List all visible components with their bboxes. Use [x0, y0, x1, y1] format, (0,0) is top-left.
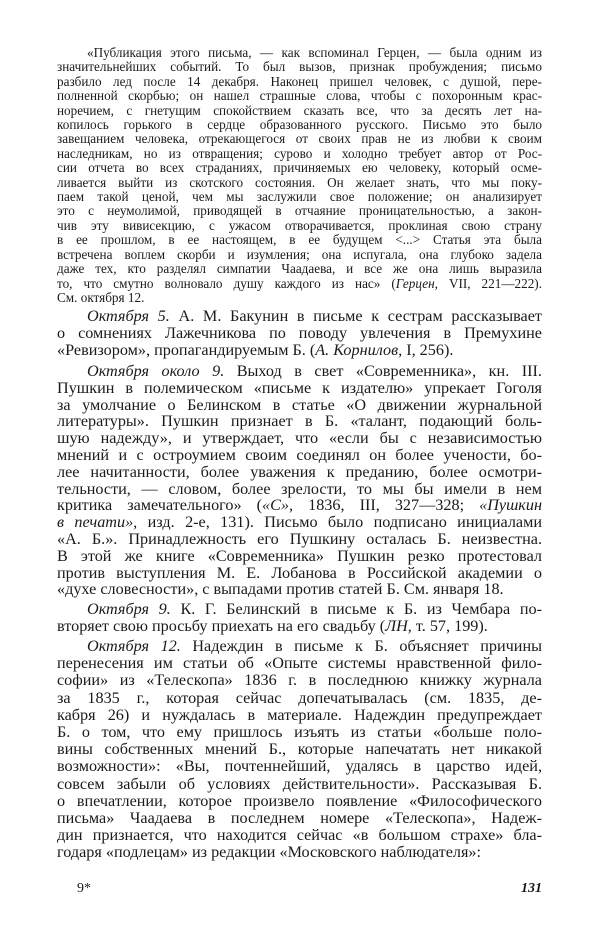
text-segment: Б. о том, что ему пришлось изъять из статьи «больше поло-: [57, 723, 542, 742]
text-segment: «Ревизором», пропагандируемым Б. (: [57, 341, 316, 360]
text-segment: Пушкин в полемическом «письме к издателю» упрекает Гоголя: [57, 378, 542, 397]
text-segment: разбило лед после 14 декабря. Наконец пришел человек, с душой, пере-: [57, 73, 542, 89]
text-line: [57, 724, 542, 741]
text-line: [57, 161, 542, 175]
text-segment: то, что смутно волновало душу каждого из нас» (: [57, 275, 396, 291]
text-segment: за 1835 г., которая сейчас допечатывалась (см. 1835, де-: [57, 688, 542, 707]
text-segment: паем такой ценой, чем мы заслужили свое положение; он анализирует: [57, 189, 542, 205]
text-line: [57, 277, 542, 291]
text-segment: в ее прошлом, в ее настоящем, в ее будущем <...> Статья эта была: [57, 232, 542, 248]
text-line: [57, 46, 542, 60]
text-segment: «Публикация этого письма, — как вспоминал Герцен, — была одним из: [87, 45, 542, 60]
text-segment: дин признается, что находится сейчас «в большом страхе» бла-: [57, 826, 542, 845]
text-segment: лее начитанности, более уважения к преданию, более осмотри-: [57, 462, 542, 481]
text-segment: о впечатлении, которое произвело появление «Философического: [57, 791, 542, 810]
text-line: [57, 291, 542, 305]
text-line: [57, 707, 542, 724]
text-line: [57, 60, 542, 74]
text-segment: полненной скорбью; он нашел страшные слова, чтобы с похоронным крас-: [57, 88, 542, 104]
text-segment: встречена воплем скорби и изумления; она испугала, она глубоко задела: [57, 246, 542, 262]
text-line: [57, 104, 542, 118]
text-line: [57, 793, 542, 810]
text-line: [57, 690, 542, 707]
text-segment: Выход в свет «Современника», кн. III.: [224, 362, 542, 380]
italic-text: «С»,: [262, 496, 294, 515]
text-segment: тельности, — словом, более зрелости, то мы бы имели в нем: [57, 479, 542, 498]
text-segment: К. Г. Белинский в письме к Б. из Чембара по-: [170, 600, 542, 618]
text-segment: ливается выйти из скотского состояния. Он желает знать, что мы поку-: [57, 174, 542, 190]
text-segment: А. М. Бакунин в письме к сестрам рассказывает: [169, 307, 542, 325]
text-segment: кабря 26) и нуждалась в материале. Надеждин предупреждает: [57, 705, 542, 724]
text-line: [57, 363, 542, 380]
text-line: [57, 325, 542, 342]
text-segment: т. 57, 199).: [411, 617, 488, 636]
text-line: [57, 176, 542, 190]
text-segment: норечием, с гнетущим спокойствием сказать все, что за десять лет на-: [57, 102, 542, 118]
text-line: [57, 147, 542, 161]
quote-herzen: [57, 46, 542, 305]
text-segment: перенесения им статьи об «Опыте системы нравственной фило-: [57, 654, 542, 673]
text-segment: шую надежду», и утверждает, что «если бы с независимостью: [57, 429, 542, 448]
text-line: [57, 531, 542, 548]
text-line: [57, 497, 542, 514]
entry-october-about-9: [57, 363, 542, 598]
text-line: [57, 233, 542, 247]
text-line: [57, 565, 542, 582]
text-segment: даже тех, кто разделял симпатии Чаадаева, и все же она лишь выразила: [57, 261, 542, 277]
italic-text: Октября 5.: [87, 307, 170, 325]
text-line: [57, 741, 542, 758]
italic-text: Герцен,: [395, 275, 438, 291]
text-line: [57, 514, 542, 531]
text-segment: критика замечательного» (: [57, 496, 263, 515]
text-segment: копилось горького в сердце образованного русского. Письмо это было: [57, 117, 542, 133]
signature-mark: 9*: [77, 881, 91, 896]
text-segment: за умолчание о Белинском в статье «О движении журнальной: [57, 395, 542, 414]
text-segment: вторяет свою просьбу приехать на его свадьбу (: [57, 617, 386, 636]
text-segment: против выступления М. Е. Лобанова в Российской академии о: [57, 563, 542, 582]
text-segment: сии отчета во всех страданиях, причиняемых ею человеку, который осме-: [57, 160, 542, 176]
text-line: [57, 308, 542, 325]
text-line: [57, 342, 542, 359]
text-line: [57, 190, 542, 204]
text-line: [57, 481, 542, 498]
page-number: 131: [521, 881, 542, 896]
text-segment: VII, 221—222).: [437, 275, 542, 291]
text-segment: завещанием человека, отрекающегося от своих прав не из любви к своим: [57, 131, 542, 147]
text-line: [57, 75, 542, 89]
text-line: [57, 618, 542, 635]
text-segment: о сомнениях Лажечникова по поводу увлечения в Премухине: [57, 324, 542, 343]
text-segment: В этой же книге «Современника» Пушкин резко протестовал: [57, 546, 542, 565]
text-segment: «А. Б.». Принадлежность его Пушкину осталась Б. неизвестна.: [57, 529, 542, 548]
text-line: [57, 262, 542, 276]
text-segment: софии» из «Телескопа» 1836 г. в последнюю книжку журнала: [57, 671, 542, 690]
text-line: [57, 655, 542, 672]
text-segment: 1836, III, 327—328;: [293, 496, 480, 515]
text-line: [57, 548, 542, 565]
text-line: [57, 430, 542, 447]
text-line: [57, 601, 542, 618]
text-line: [57, 413, 542, 430]
text-line: [57, 672, 542, 689]
text-line: [57, 447, 542, 464]
text-segment: годаря «подлецам» из редакции «Московского наблюдателя»:: [57, 843, 482, 862]
text-segment: вины собственных мнений Б., которые напечатать нет никакой: [57, 740, 542, 759]
text-line: [57, 758, 542, 775]
text-line: [57, 248, 542, 262]
text-segment: I, 256).: [402, 341, 454, 360]
text-segment: Надеждин в письме к Б. объясняет причины: [180, 637, 542, 655]
text-line: [57, 118, 542, 132]
text-segment: письма» Чаадаева в последнем номере «Телескопа», Надеж-: [57, 809, 542, 828]
text-segment: чив эту вивисекцию, с ужасом отворачивается, проклиная свою страну: [57, 217, 542, 233]
text-segment: мнений и с остроумием своим соединял он более учености, бо-: [57, 445, 542, 464]
text-segment: совсем забыли об условиях действительности». Рассказывая Б.: [57, 774, 542, 793]
text-line: [57, 204, 542, 218]
text-line: [57, 581, 542, 598]
text-segment: возможности»: «Вы, почтеннейший, удалясь в царство идей,: [57, 757, 542, 776]
text-segment: «духе словесности», с выпадами против статей Б. См. января 18.: [57, 580, 504, 599]
text-line: [57, 132, 542, 146]
entry-october-5: [57, 308, 542, 360]
text-line: [57, 397, 542, 414]
text-line: [57, 638, 542, 655]
text-segment: наследникам, но из отвращения; сурово и холодно требует автор от Рос-: [57, 145, 542, 161]
text-segment: это с неумолимой, приводящей в отчаяние проницательностью, а закон-: [57, 203, 542, 219]
text-line: [57, 844, 542, 861]
italic-text: Октября 12.: [87, 637, 181, 655]
italic-text: в печати»,: [57, 513, 138, 532]
italic-text: «Пушкин: [479, 496, 542, 515]
italic-text: Октября около 9.: [87, 362, 225, 380]
text-segment: См. октября 12.: [57, 289, 145, 305]
text-line: [57, 776, 542, 793]
text-line: [57, 219, 542, 233]
text-segment: значительнейших событий. То был вызов, признак пробуждения; письмо: [57, 59, 542, 75]
entry-october-9: [57, 601, 542, 635]
text-line: [57, 464, 542, 481]
italic-text: А. Корнилов,: [315, 341, 403, 360]
text-line: [57, 827, 542, 844]
entry-october-12: [57, 638, 542, 862]
text-line: [57, 380, 542, 397]
text-line: [57, 810, 542, 827]
text-line: [57, 89, 542, 103]
text-segment: изд. 2-е, 131). Письмо было подписано инициалами: [137, 513, 542, 532]
italic-text: ЛН,: [385, 617, 412, 636]
text-segment: литературы». Пушкин признает в Б. «талант, подающий боль-: [57, 412, 542, 431]
italic-text: Октября 9.: [87, 600, 171, 618]
